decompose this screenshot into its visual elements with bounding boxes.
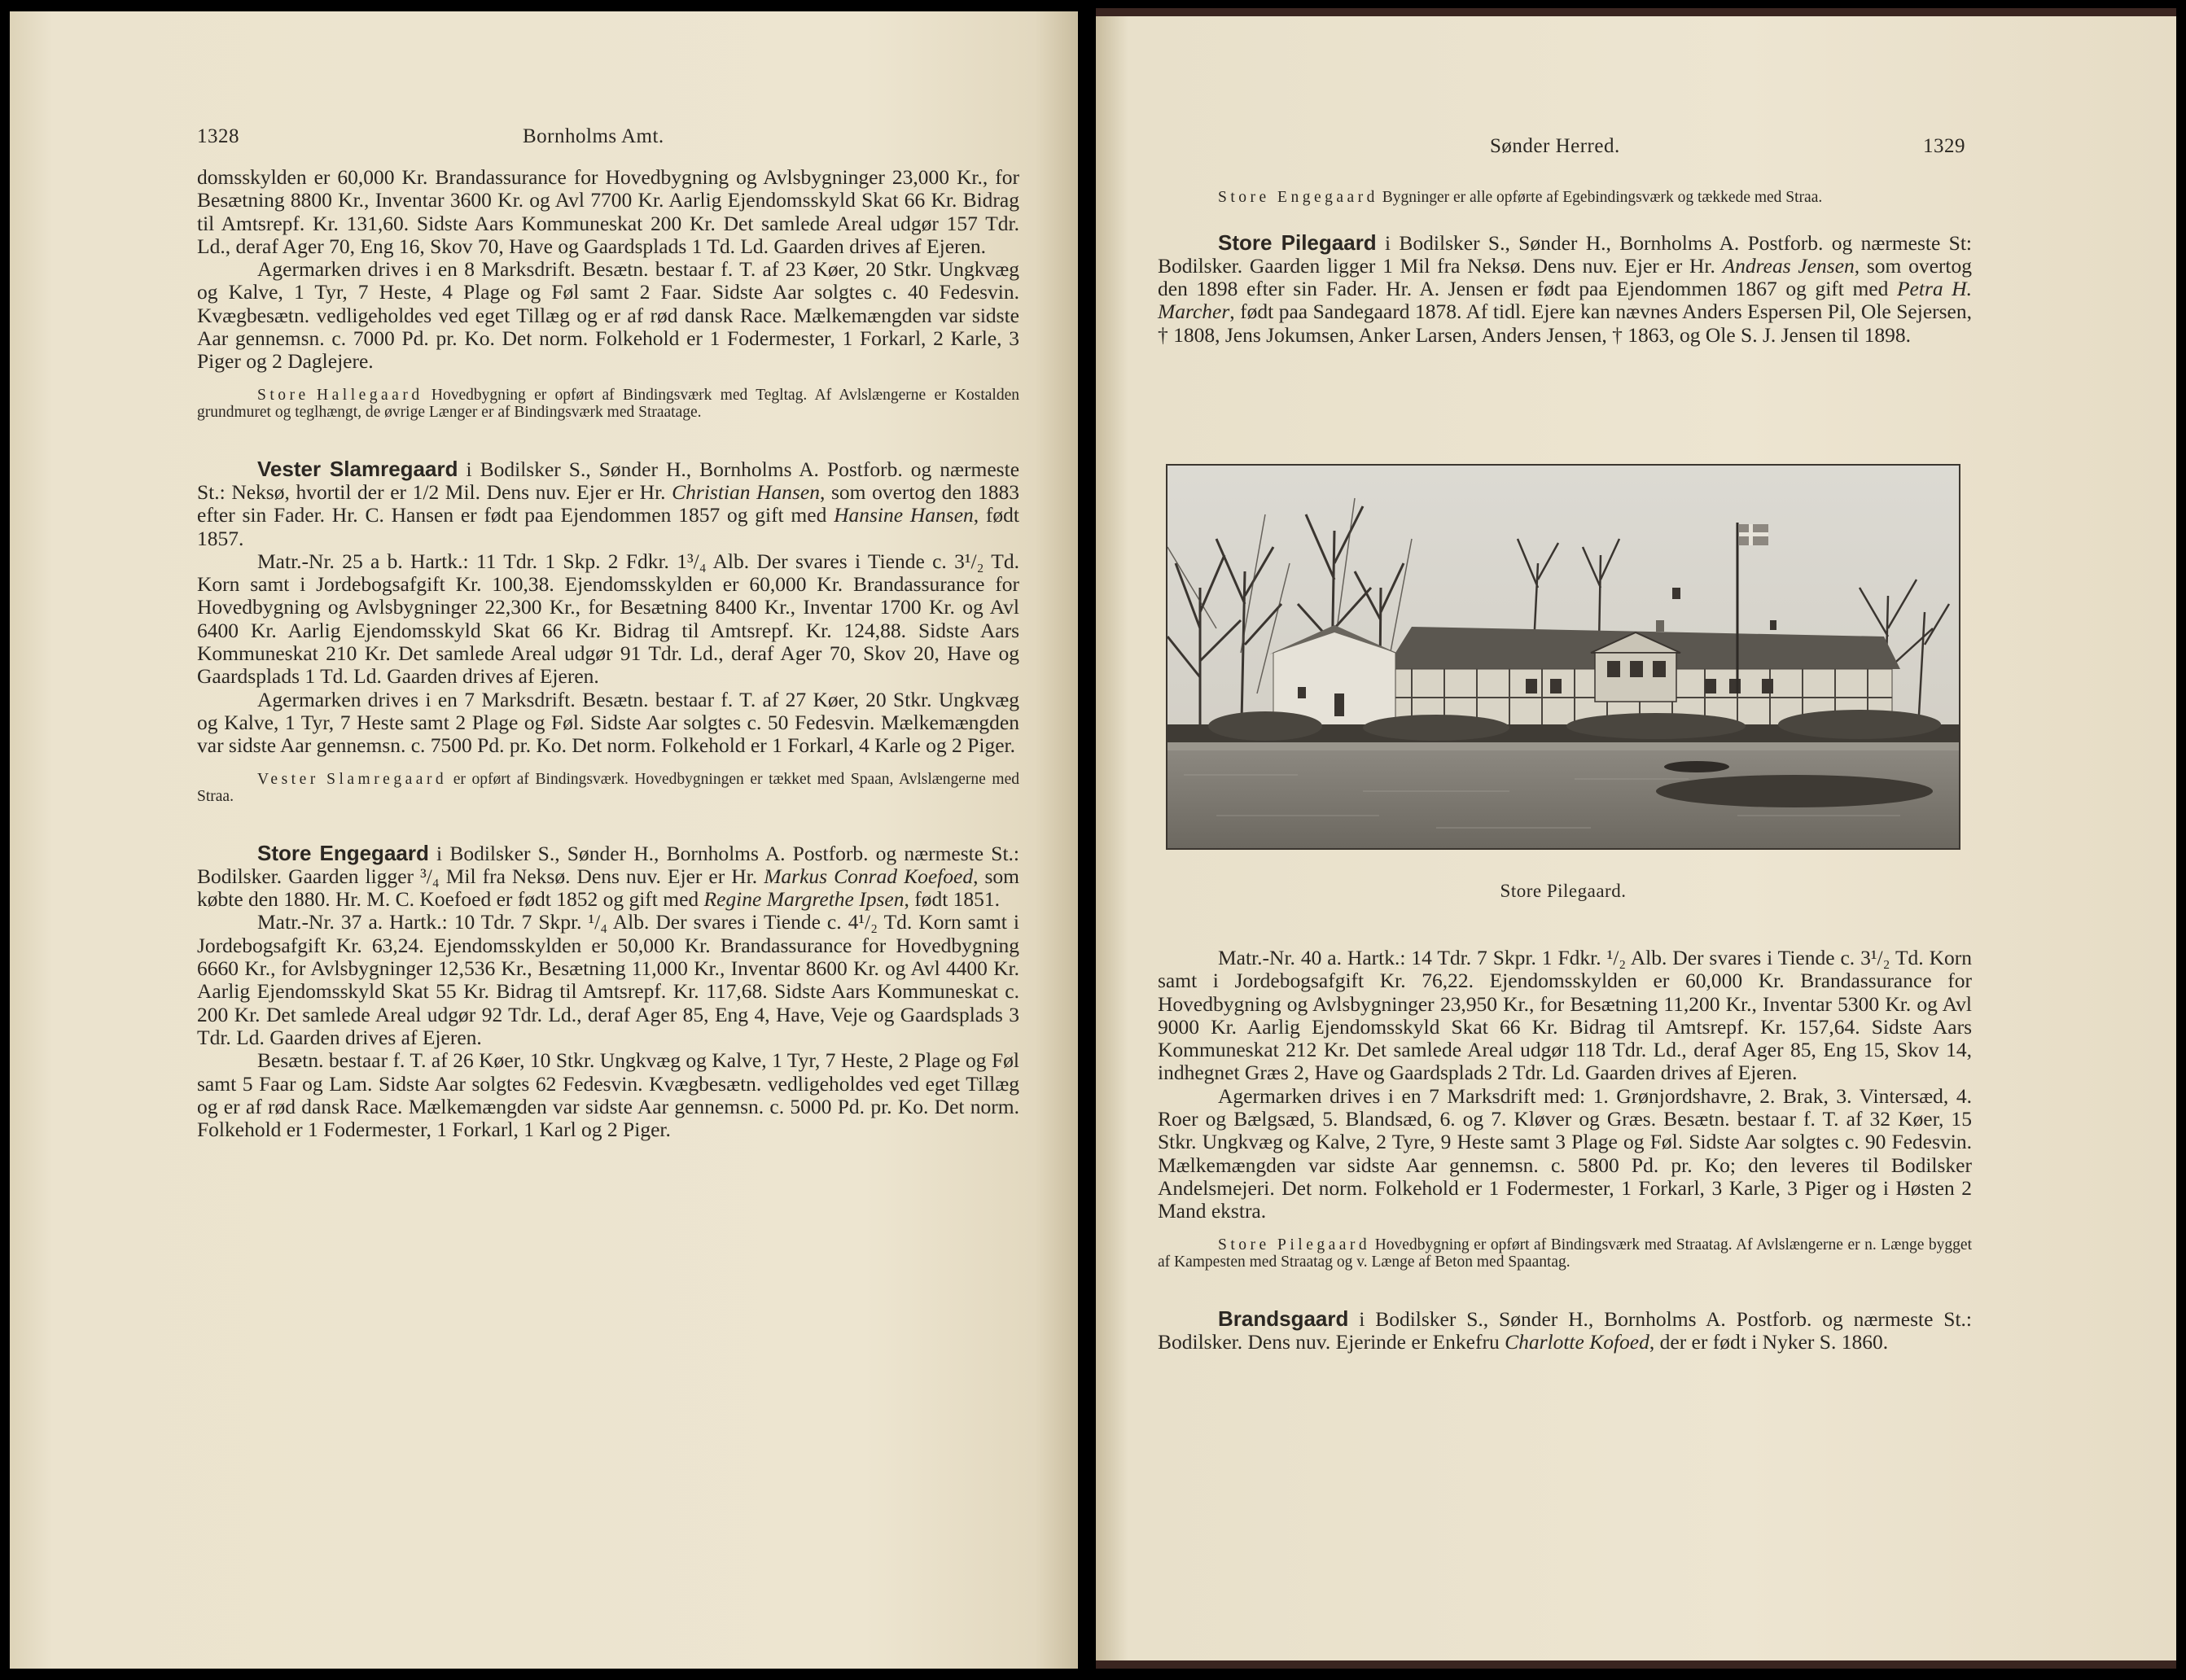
right-text-column-bottom — [1158, 947, 1972, 1354]
entry-text: , født 1851. — [904, 887, 1001, 912]
paragraph: Besætn. bestaar f. T. af 26 Køer, 10 Stkr. Ungkvæg og Kalve, 1 Tyr, 7 Heste, 2 Plage og Føl samt 5 Faar og Lam. Sidste Aar solgtes 62 Fedesvin. Kvægbesætn. vedligeholdes ved eget Tillæg og er af rød dansk Race. Mælkemængden var sidste Aar gennemsn. c. 5000 Pd. pr. Ko. Det norm. Folkehold er 1 Fodermester, 1 Forkarl, 1 Karl og 2 Piger. — [197, 1048, 1019, 1142]
entry-text: i Bodilsker S., Sønder H., Bornholms A. Postforb. og nærmeste St: Bodilsker. Gaarden ligger 1 Mil fra Neksø. Dens nuv. Ejer er Hr. — [1158, 230, 1972, 278]
wife-name: Regine Margrethe Ipsen — [703, 887, 905, 912]
wife-name: Hansine Hansen — [834, 503, 974, 527]
farm-photo-illustration — [1167, 466, 1959, 848]
paragraph: Agermarken drives i en 7 Marksdrift med: 1. Grønjordshavre, 2. Brak, 3. Vintersæd, 4. Roer og Bælgsæd, 5. Blandsæd, 6. og 7. Kløver og Græs. Besætn. bestaar f. T. af 32 Køer, 15 Stkr. Ungkvæg og Kalve, 2 Tyre, 9 Heste samt 3 Plage og Føl. Sidste Aar solgtes c. 90 Fedesvin. Mælkemængden var sidste Aar gennemsn. c. 5800 Pd. pr. Ko; den leveres til Bodilsker Andelsmejeri. Det norm. Folkehold er 1 Fodermester, 1 Forkarl, 3 Karle, 3 Piger og i Høsten 2 Mand ekstra. — [1158, 1083, 1972, 1223]
note-text: Bygninger er alle opførte af Egebindingsværk og tækkede med Straa. — [1378, 189, 1823, 206]
paragraph: Matr.-Nr. 37 a. Hartk.: 10 Tdr. 7 Skpr. ¹/₄ Alb. Der svares i Tiende c. 4¹/₂ Td. Korn samt i Jordebogsafgift Kr. 63,24. Ejendomsskylden er 50,000 Kr. Brandassurance for Hovedbygning 6660 Kr., for Avlsbygninger 12,536 Kr., Besætning 11,000 Kr., Inventar 8600 Kr. og Avl 4400 Kr. Aarlig Ejendomsskyld Skat 55 Kr. Bidrag til Amtsrepf. Kr. 117,68. Sidste Aars Kommuneskat c. 200 Kr. Det samlede Areal udgør 92 Tdr. Ld., deraf Ager 85, Eng 4, Have, Veje og Gaardsplads 3 Tdr. Ld. Gaarden drives af Ejeren. — [197, 910, 1019, 1049]
wife-name: Petra H. Marcher — [1158, 277, 1972, 324]
paragraph: Agermarken drives i en 8 Marksdrift. Besætn. bestaar f. T. af 23 Køer, 20 Stkr. Ungkvæg og Kalve, 1 Tyr, 7 Heste, 4 Plage og Føl samt 2 Faar. Sidste Aar solgtes c. 40 Fedesvin. Kvægbesætn. vedligeholdes ved eget Tillæg og er af rød dansk Race. Mælkemængden var sidste Aar gennemsn. c. 7000 Pd. pr. Ko. Det norm. Folkehold er 1 Fodermester, 1 Forkarl, 2 Karle, 3 Piger og 2 Daglejere. — [197, 257, 1019, 374]
running-head: Bornholms Amt. — [523, 125, 664, 147]
note-lead: Store Pilegaard — [1218, 1236, 1371, 1253]
building-note — [197, 771, 1019, 806]
note-lead: Store Engegaard — [1218, 189, 1378, 206]
paragraph: domsskylden er 60,000 Kr. Brandassurance for Hovedbygning og Avlsbygninger 23,000 Kr., for Besætning 8800 Kr., Inventar 3600 Kr. og Avl 7700 Kr. Aarlig Ejendomsskyld Skat 66 Kr. Bidrag til Amtsrepf. Kr. 131,60. Sidste Aars Kommuneskat 200 Kr. Det samlede Areal udgør 157 Tdr. Ld., deraf Ager 70, Eng 16, Skov 70, Have og Gaardsplads 1 Td. Ld. Gaarden drives af Ejeren. — [197, 165, 1019, 258]
building-note — [1158, 189, 1972, 207]
entry-text: , født 1857. — [197, 503, 1019, 550]
entry-text: , som købte den 1880. Hr. M. C. Koefoed er født 1852 og gift med — [197, 864, 1019, 912]
entry-text: , som overtog den 1883 efter sin Fader. Hr. C. Hansen er født paa Ejendommen 1857 og gift med — [197, 479, 1019, 527]
farm-name: Brandsgaard — [1218, 1306, 1349, 1331]
entry-text: , der er født i Nyker S. 1860. — [1649, 1329, 1889, 1354]
right-text-column-top — [1158, 189, 1972, 347]
paragraph: Matr.-Nr. 25 a b. Hartk.: 11 Tdr. 1 Skp. 2 Fdkr. 1³/₄ Alb. Der svares i Tiende c. 3¹/₂ Td. Korn samt i Jordebogsafgift Kr. 100,38. Ejendomsskylden er 60,000 Kr. Brandassurance for Hovedbygning og Avlsbygninger 22,300 Kr., for Besætning 8400 Kr., Inventar 1700 Kr. og Avl 6400 Kr. Aarlig Ejendomsskyld Skat 66 Kr. Bidrag til Amtsrepf. Kr. 124,88. Sidste Aars Kommuneskat 210 Kr. Det samlede Areal udgør 91 Tdr. Ld., deraf Ager 70, Skov 20, Have og Gaardsplads 1 Td. Ld. Gaarden drives af Ejeren. — [197, 549, 1019, 689]
photo-caption: Store Pilegaard. — [1500, 881, 1627, 901]
farm-name: Vester Slamregaard — [257, 456, 458, 481]
fraction: 1/2 — [412, 479, 440, 504]
paragraph: Matr.-Nr. 40 a. Hartk.: 14 Tdr. 7 Skpr. 1 Fdkr. ¹/₂ Alb. Der svares i Tiende c. 3¹/₂ Td. Korn samt i Jordebogsafgift Kr. 76,22. Ejendomsskylden er 60,000 Kr. Brandassurance for Hovedbygning og Avlsbygninger 23,950 Kr., for Besætning 11,200 Kr., Inventar 5300 Kr. og Avl 9000 Kr. Aarlig Ejendomsskyld Skat 66 Kr. Bidrag til Amtsrepf. Kr. 157,64. Sidste Aars Kommuneskat 212 Kr. Det samlede Areal udgør 118 Tdr. Ld., deraf Ager 85, Eng 15, Skov 14, indhegnet Græs 2, Have og Gaardsplads 2 Tdr. Ld. Gaarden drives af Ejeren. — [1158, 946, 1972, 1085]
farm-entry — [197, 842, 1019, 912]
farm-name: Store Engegaard — [257, 840, 429, 865]
entry-text: i Bodilsker S., Sønder H., Bornholms A. Postforb. og nærmeste St.: Neksø, hvortil der er — [197, 457, 1020, 504]
entry-text: i Bodilsker S., Sønder H., Bornholms A. Postforb. og nærmeste St.: Bodilsker. Gaarden ligger ³/₄ Mil fra Neksø. Dens nuv. Ejer er Hr. — [197, 841, 1019, 888]
note-text: Hovedbygning er opført af Bindingsværk med Tegltag. Af Avlslængerne er Kostalden grundmuret og teglhængt, de øvrige Længer er af Bindingsværk med Straatage. — [197, 386, 1019, 422]
note-text: er opført af Bindingsværk. Hovedbygningen er tækket med Spaan, Avlslængerne med Straa. — [197, 770, 1019, 806]
right-page — [1096, 8, 2176, 1669]
farm-photograph — [1166, 464, 1960, 850]
entry-text: Mil. Dens nuv. Ejer er Hr. — [439, 479, 672, 504]
page-number: 1329 — [1923, 135, 1965, 157]
owner-name: Christian Hansen — [672, 479, 821, 504]
paragraph: Agermarken drives i en 7 Marksdrift. Besætn. bestaar f. T. af 27 Køer, 20 Stkr. Ungkvæg og Kalve, 1 Tyr, 7 Heste samt 2 Plage og Føl. Sidste Aar solgtes c. 50 Fedesvin. Mælkemængden var sidste Aar gennemsn. c. 7500 Pd. pr. Ko. Det norm. Folkehold er 1 Forkarl, 4 Karle og 2 Piger. — [197, 687, 1019, 758]
left-text-column — [197, 166, 1019, 1141]
owner-name: Andreas Jensen — [1722, 253, 1855, 278]
note-lead: Store Hallegaard — [257, 386, 423, 404]
farm-name: Store Pilegaard — [1218, 230, 1377, 255]
building-note — [1158, 1236, 1972, 1271]
entry-text: , født paa Sandegaard 1878. Af tidl. Ejere kan nævnes Anders Espersen Pil, Ole Sejersen, † 1808, Jens Jokumsen, Anker Larsen, Anders Jensen, † 1863, og Ole S. J. Jensen til 1898. — [1158, 300, 1972, 347]
building-note — [197, 387, 1019, 422]
left-page — [10, 11, 1078, 1669]
entry-text: i Bodilsker S., Sønder H., Bornholms A. Postforb. og nærmeste St.: Bodilsker. Dens nuv. Ejerinde er Enkefru — [1158, 1306, 1972, 1354]
owner-name: Markus Conrad Koefoed — [764, 864, 974, 888]
note-lead: Vester Slamregaard — [257, 770, 448, 788]
page-number: 1328 — [197, 125, 239, 147]
farm-entry — [197, 457, 1019, 550]
note-text: Hovedbygning er opført af Bindingsværk med Straatag. Af Avlslængerne er n. Længe bygget af Kampesten med Straatag og v. Længe af Beton med Spaantag. — [1158, 1236, 1972, 1271]
running-head: Sønder Herred. — [1490, 135, 1620, 157]
farm-entry — [1158, 231, 1972, 347]
owner-name: Charlotte Kofoed — [1505, 1329, 1649, 1354]
farm-entry — [1158, 1307, 1972, 1354]
entry-text: , som overtog den 1898 efter sin Fader. Hr. A. Jensen er født paa Ejendommen 1867 og gift med — [1158, 253, 1972, 301]
